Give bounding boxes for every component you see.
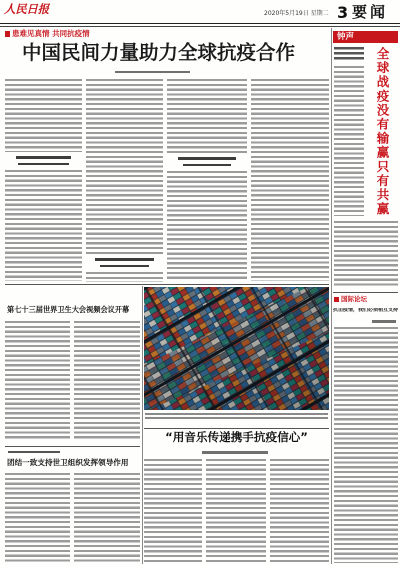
section-rule bbox=[144, 428, 329, 429]
section-rule bbox=[333, 292, 398, 293]
column-marker-icon bbox=[334, 297, 339, 302]
lead-body-text bbox=[86, 79, 163, 254]
lead-body-text bbox=[5, 79, 82, 152]
lead-body-text bbox=[86, 272, 163, 282]
column-marker-icon bbox=[5, 31, 10, 37]
lead-headline: 中国民间力量助力全球抗疫合作 bbox=[22, 41, 296, 64]
wha-body-text bbox=[74, 321, 140, 441]
masthead-rule-thin bbox=[0, 26, 400, 27]
column-rule bbox=[142, 286, 143, 564]
delegation-body-text bbox=[74, 473, 140, 563]
commentary-subtitle bbox=[334, 47, 364, 62]
lead-byline bbox=[115, 71, 190, 74]
wha-headline: 第七十三届世界卫生大会视频会议开幕 bbox=[7, 305, 130, 314]
section-rule bbox=[5, 284, 329, 285]
forum-column-label: 国际论坛 bbox=[341, 295, 367, 303]
music-headline: “用音乐传递携手抗疫信心” bbox=[165, 430, 308, 444]
music-byline bbox=[202, 451, 268, 454]
forum-byline bbox=[372, 320, 396, 323]
commentary-column-label: 钟声 bbox=[337, 31, 355, 42]
section-rule bbox=[5, 446, 140, 447]
delegation-kicker bbox=[8, 451, 60, 454]
music-body-text bbox=[206, 459, 266, 563]
lead-subhead bbox=[183, 164, 231, 167]
delegation-body-text bbox=[5, 473, 70, 563]
forum-body-text bbox=[334, 327, 398, 563]
page-number: 3 bbox=[337, 3, 349, 22]
forum-headline: 抗击疫情，我们必须相互支持 bbox=[333, 307, 398, 313]
sidebar-rule bbox=[331, 28, 332, 564]
music-body-text bbox=[144, 459, 202, 563]
delegation-headline: 团结一致支持世卫组织发挥领导作用 bbox=[7, 457, 129, 467]
lead-body-text bbox=[5, 170, 82, 281]
newspaper-logo: 人民日报 bbox=[4, 2, 49, 16]
commentary-body-text bbox=[334, 66, 364, 216]
lead-body-text bbox=[251, 79, 329, 281]
column-label: 患难见真情 共同抗疫情 bbox=[12, 28, 90, 38]
lead-subhead bbox=[100, 265, 149, 268]
lead-body-text bbox=[167, 171, 247, 281]
photo-caption bbox=[145, 413, 328, 421]
lead-subhead bbox=[178, 157, 236, 160]
lead-subhead bbox=[16, 156, 71, 159]
lead-body-text bbox=[167, 79, 247, 153]
wha-body-text bbox=[5, 321, 70, 441]
container-port-photo bbox=[144, 287, 329, 410]
music-body-text bbox=[270, 459, 329, 563]
commentary-body-text bbox=[334, 221, 398, 288]
commentary-vertical-headline: 全球战疫没有输赢只有共赢 bbox=[375, 47, 390, 217]
issue-date: 2020年5月19日 星期二 bbox=[264, 10, 329, 17]
masthead-rule bbox=[0, 23, 400, 24]
section-name: 要闻 bbox=[352, 3, 389, 21]
lead-subhead bbox=[18, 163, 69, 166]
lead-subhead bbox=[95, 258, 154, 261]
